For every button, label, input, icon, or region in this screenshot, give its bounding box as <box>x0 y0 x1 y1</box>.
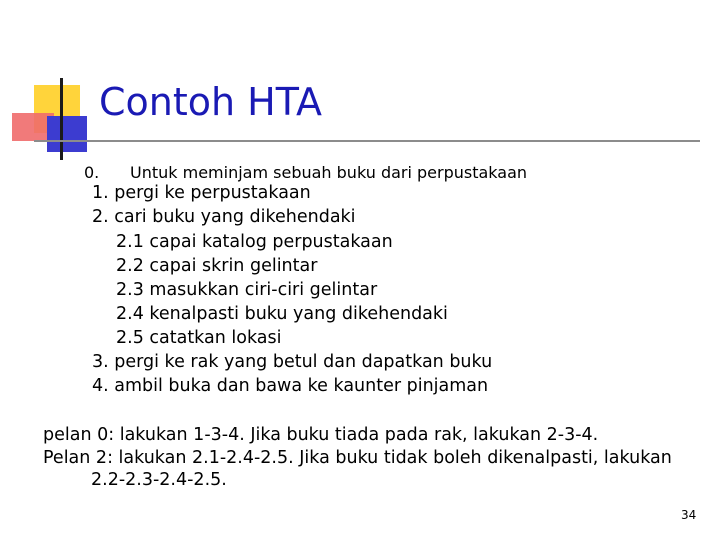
task-text: Untuk meminjam sebuah buku dari perpustakaan <box>130 163 528 182</box>
step-2-3: 2.3 masukkan ciri-ciri gelintar <box>116 280 378 300</box>
decorative-vertical-line <box>60 78 63 160</box>
plan-2: Pelan 2: lakukan 2.1-2.4-2.5. Jika buku tidak boleh dikenalpasti, lakukan <box>43 448 672 468</box>
plan-2-continued: 2.2-2.3-2.4-2.5. <box>91 470 227 490</box>
page-number: 34 <box>681 508 697 522</box>
task-number: 0. <box>84 163 100 182</box>
step-2-1: 2.1 capai katalog perpustakaan <box>116 232 393 252</box>
slide-title: Contoh HTA <box>99 80 323 124</box>
step-4: 4. ambil buka dan bawa ke kaunter pinjaman <box>92 376 489 396</box>
step-2-5: 2.5 catatkan lokasi <box>116 328 282 348</box>
step-1: 1. pergi ke perpustakaan <box>92 183 311 203</box>
step-2-4: 2.4 kenalpasti buku yang dikehendaki <box>116 304 448 324</box>
step-3: 3. pergi ke rak yang betul dan dapatkan buku <box>92 352 493 372</box>
decorative-blue-square <box>47 116 87 152</box>
step-2-2: 2.2 capai skrin gelintar <box>116 256 318 276</box>
title-underline <box>34 140 700 142</box>
plan-0: pelan 0: lakukan 1-3-4. Jika buku tiada pada rak, lakukan 2-3-4. <box>43 425 599 445</box>
step-2: 2. cari buku yang dikehendaki <box>92 207 356 227</box>
